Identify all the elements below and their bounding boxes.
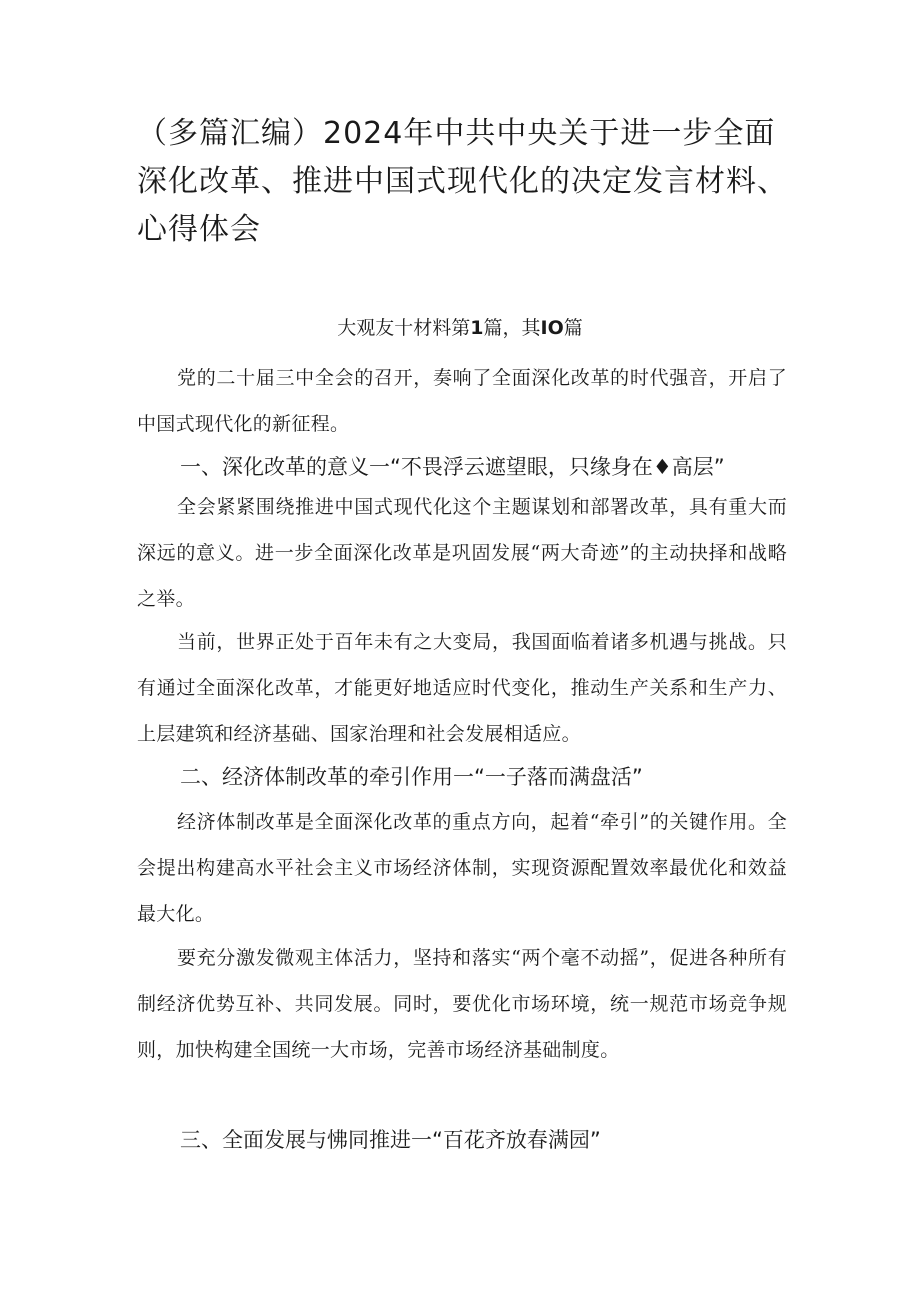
intro-paragraph: 党的二十届三中全会的召开，奏响了全面深化改革的时代强音，开启了中国式现代化的新征程。 <box>137 367 787 435</box>
subtitle-number: 1 <box>470 317 484 339</box>
subtitle-prefix: 大观友十材料第 <box>337 317 471 339</box>
section-1-heading: 一、深化改革的意义一“不畏浮云遮望眼，只缘身在♦高层” <box>180 455 725 479</box>
document-title: （多篇汇编）2024年中共中央关于进一步全面深化改革、推进中国式现代化的决定发言材料、心得体会 <box>137 116 788 247</box>
section-1-paragraph-1: 全会紧紧围绕推进中国式现代化这个主题谋划和部署改革，具有重大而深远的意义。进一步全面深化改革是巩固发展“两大奇迹”的主动抉择和战略之举。 <box>137 496 787 610</box>
section-2-paragraph-2: 要充分激发微观主体活力，坚持和落实“两个毫不动摇”，促进各种所有制经济优势互补、共同发展。同时，要优化市场环境，统一规范市场竞争规则，加快构建全国统一大市场，完善市场经济基础制度。 <box>137 947 787 1061</box>
subtitle-suffix: 篇 <box>563 317 583 339</box>
section-2-heading: 二、经济体制改革的牵引作用一“一子落而满盘活” <box>180 765 643 789</box>
subtitle-total: IO <box>540 317 564 339</box>
section-3-heading: 三、全面发展与怫同推进一“百花齐放春满园” <box>180 1128 601 1152</box>
document-subtitle <box>0 313 920 343</box>
section-1-paragraph-2: 当前，世界正处于百年未有之大变局，我国面临着诸多机遇与挑战。只有通过全面深化改革，才能更好地适应时代变化，推动生产关系和生产力、上层建筑和经济基础、国家治理和社会发展相适应。 <box>137 631 787 745</box>
subtitle-middle: 篇，其 <box>483 317 541 339</box>
section-2-paragraph-1: 经济体制改革是全面深化改革的重点方向，起着“牵引”的关键作用。全会提出构建高水平社会主义市场经济体制，实现资源配置效率最优化和效益最大化。 <box>137 811 787 925</box>
